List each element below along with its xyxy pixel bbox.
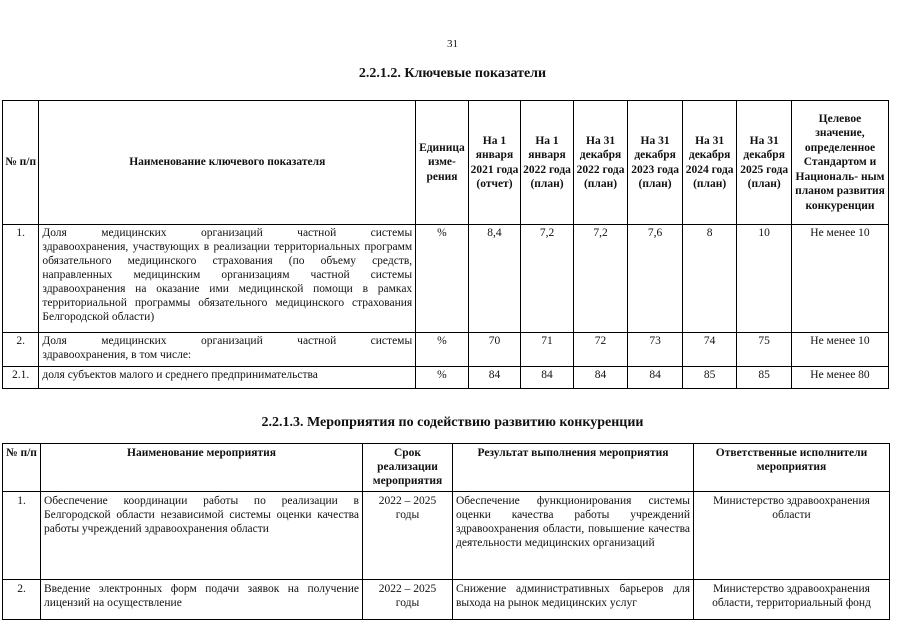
header-indicator-name: Наименование ключевого показателя	[39, 101, 416, 225]
row-value: 84	[628, 367, 683, 389]
header-col-2022-dec: На 31 декабря 2022 года (план)	[573, 101, 628, 225]
row-target: Не менее 80	[791, 367, 888, 389]
row-indicator-name: доля субъектов малого и среднего предпринимательства	[39, 367, 416, 389]
row-value: 7,2	[573, 225, 628, 333]
table-row	[3, 580, 890, 620]
header-col-2024: На 31 декабря 2024 года (план)	[682, 101, 737, 225]
header-num: № п/п	[3, 101, 39, 225]
row-value: 7,2	[521, 225, 574, 333]
page-number: 31	[447, 38, 458, 50]
competition-measures-table	[2, 443, 890, 620]
row-result: Снижение административных барьеров для выхода на рынок медицинских услуг	[453, 580, 694, 620]
header-term: Срок реализации мероприятия	[363, 444, 453, 492]
header-num: № п/п	[3, 444, 41, 492]
header-col-2022-jan: На 1 января 2022 года (план)	[521, 101, 574, 225]
header-unit: Единица изме- рения	[416, 101, 469, 225]
row-value: 74	[682, 333, 737, 367]
row-term: 2022 – 2025 годы	[363, 580, 453, 620]
row-term: 2022 – 2025 годы	[363, 492, 453, 580]
row-unit: %	[416, 225, 469, 333]
row-value: 8,4	[468, 225, 521, 333]
table-header-row	[3, 101, 889, 225]
row-num: 1.	[3, 225, 39, 333]
table-row	[3, 333, 889, 367]
row-result: Обеспечение функционирования системы оценки качества работы учреждений здравоохранения области, повышение качества деятельности медицинских организаций	[453, 492, 694, 580]
row-value: 84	[521, 367, 574, 389]
row-target: Не менее 10	[791, 225, 888, 333]
header-responsible: Ответственные исполнители мероприятия	[694, 444, 890, 492]
row-unit: %	[416, 333, 469, 367]
row-num: 2.	[3, 580, 41, 620]
header-col-2023: На 31 декабря 2023 года (план)	[628, 101, 683, 225]
key-indicators-table	[2, 100, 889, 389]
table-header-row	[3, 444, 890, 492]
row-responsible: Министерство здравоохранения области, территориальный фонд	[694, 580, 890, 620]
row-responsible: Министерство здравоохранения области	[694, 492, 890, 580]
table-row	[3, 225, 889, 333]
row-value: 84	[468, 367, 521, 389]
row-unit: %	[416, 367, 469, 389]
header-target: Целевое значение, определенное Стандартом и Националь- ным планом развития конкуренции	[791, 101, 888, 225]
row-value: 71	[521, 333, 574, 367]
section-title-key-indicators: 2.2.1.2. Ключевые показатели	[358, 66, 547, 81]
row-indicator-name: Доля медицинских организаций частной системы здравоохранения, в том числе:	[39, 333, 416, 367]
row-num: 2.1.	[3, 367, 39, 389]
row-value: 85	[682, 367, 737, 389]
table-row	[3, 367, 889, 389]
table-row	[3, 492, 890, 580]
header-result: Результат выполнения мероприятия	[453, 444, 694, 492]
row-num: 2.	[3, 333, 39, 367]
header-measure-name: Наименование мероприятия	[41, 444, 363, 492]
row-value: 72	[573, 333, 628, 367]
row-value: 73	[628, 333, 683, 367]
row-value: 85	[737, 367, 792, 389]
row-measure-name: Обеспечение координации работы по реализации в Белгородской области независимой системы оценки качества работы учреждений здравоохранения области	[41, 492, 363, 580]
row-value: 70	[468, 333, 521, 367]
row-value: 84	[573, 367, 628, 389]
row-measure-name: Введение электронных форм подачи заявок на получение лицензий на осуществление	[41, 580, 363, 620]
row-value: 8	[682, 225, 737, 333]
row-value: 10	[737, 225, 792, 333]
section-title-competition-measures: 2.2.1.3. Мероприятия по содействию развитию конкуренции	[261, 415, 644, 430]
row-indicator-name: Доля медицинских организаций частной системы здравоохранения, участвующих в реализации территориальных программ обязательного медицинского страхования (по объему средств, направленных медицинским организациям частной системы здравоохранения на оказание ими медицинской помощи в рамках территориальной программы обязательного медицинского страхования Белгородской области)	[39, 225, 416, 333]
row-target: Не менее 10	[791, 333, 888, 367]
row-num: 1.	[3, 492, 41, 580]
row-value: 75	[737, 333, 792, 367]
row-value: 7,6	[628, 225, 683, 333]
header-col-2021: На 1 января 2021 года (отчет)	[468, 101, 521, 225]
header-col-2025: На 31 декабря 2025 года (план)	[737, 101, 792, 225]
